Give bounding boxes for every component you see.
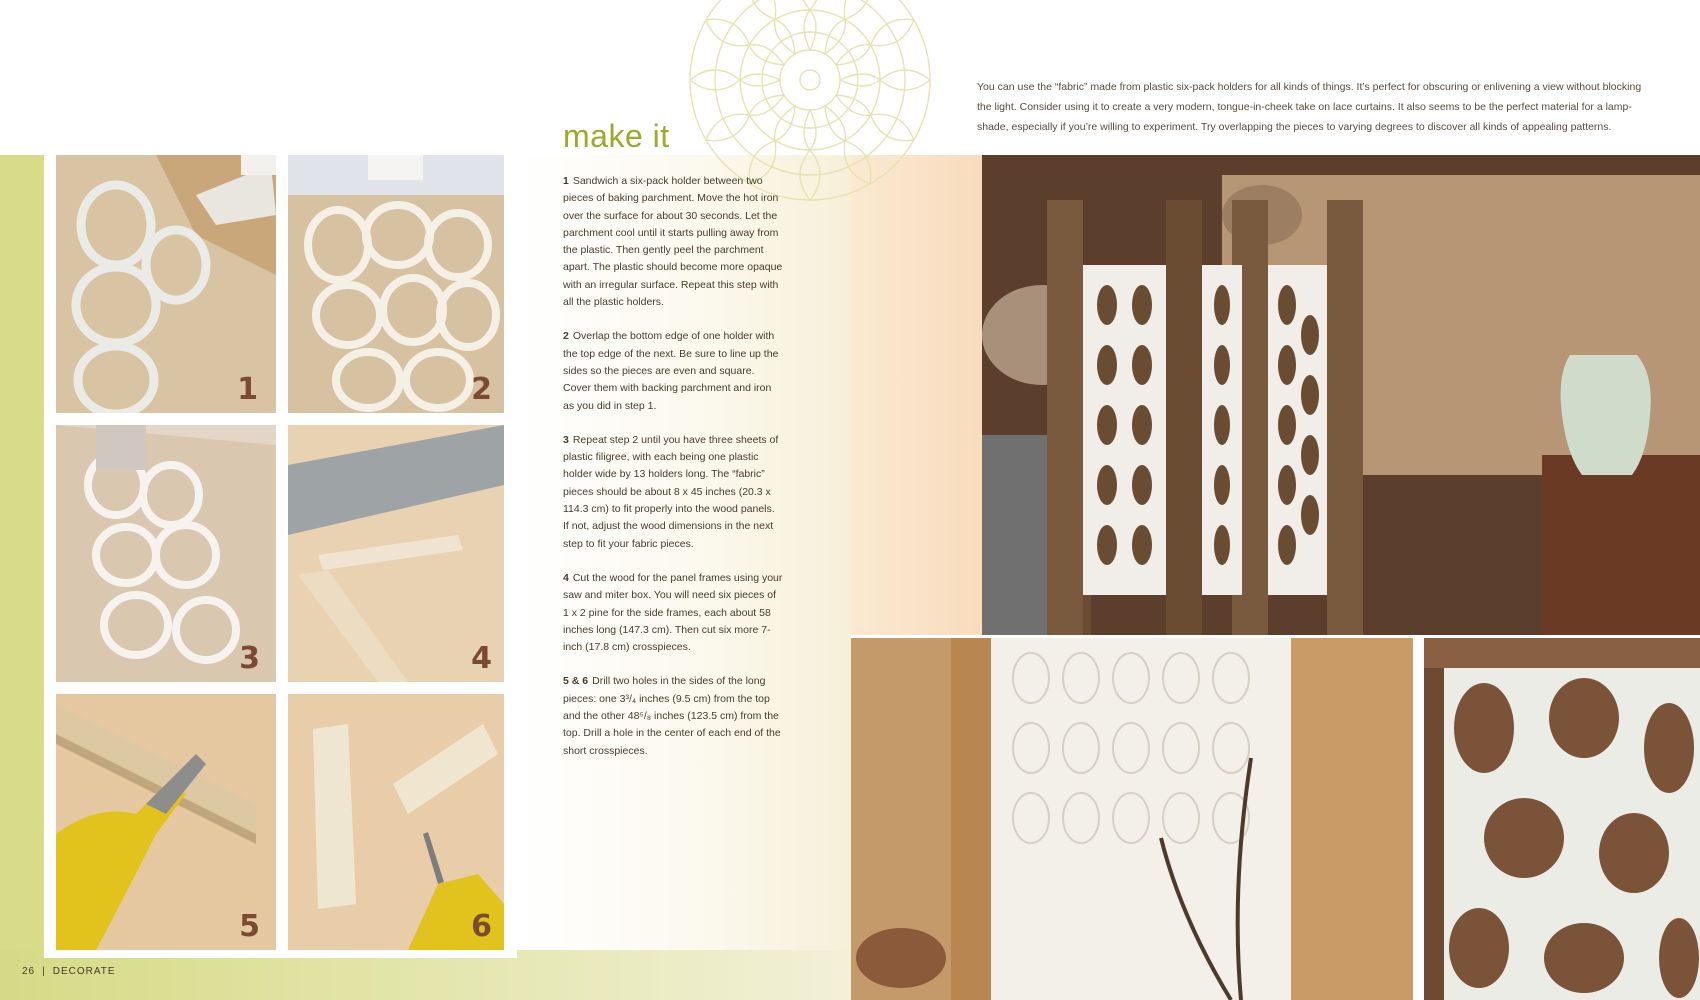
step-4: 4 Cut the wood for the panel frames using your saw and miter box. You will need six pieces of 1 x 2 pine for the side frames, each about 58 inches long (147.3 cm). Then cut six more 7-inch (17.8 cm) crosspieces.	[563, 571, 783, 654]
step-5-6: 5 & 6 Drill two holes in the sides of the long pieces: one 3³/₄ inches (9.5 cm) from the top and the other 48⁵/₈ inches (123.5 cm) from the top. Drill a hole in the center of each end of the short crosspieces.	[563, 675, 781, 757]
left-color-band	[0, 155, 44, 1000]
page-number: 26	[22, 966, 36, 977]
step-2: 2 Overlap the bottom edge of one holder with the top edge of the next. Be sure to line up the sides so the pieces are even and square. Cover them with backing parchment and iron as you did in step 1.	[563, 330, 779, 412]
step-photo-3	[56, 425, 276, 682]
step-photo-6	[288, 694, 504, 950]
step-photo-2	[288, 155, 504, 413]
step-photo-1	[56, 155, 276, 413]
screen-room-photo	[982, 155, 1700, 635]
window-curtain-photo	[851, 638, 1413, 1000]
step-3: 3 Repeat step 2 until you have three sheets of plastic filigree, with each being one plastic holder wide by 13 holders long. The “fabric” pieces should be about 8 x 45 inches (20.3 x 114.3 cm) to fit properly into the wood panels. If not, adjust the wood dimensions in the next step to fit your fabric pieces.	[563, 433, 779, 550]
page-footer	[22, 966, 116, 977]
instruction-steps	[563, 173, 783, 777]
photo-number: 4	[471, 641, 492, 676]
photo-number: 6	[471, 909, 492, 944]
footer-separator: |	[42, 966, 46, 977]
photo-number: 5	[239, 909, 260, 944]
step-photo-4	[288, 425, 504, 682]
photo-number: 2	[471, 372, 492, 407]
step-photo-5	[56, 694, 276, 950]
section-title: make it	[563, 118, 670, 154]
step-1: 1 Sandwich a six-pack holder between two pieces of baking parchment. Move the hot iron over the surface for about 30 seconds. Let the parchment cool until it starts pulling away from the plastic. Then gently peel the parchment apart. The plastic should become more opaque with an irregular surface. Repeat this step with all the plastic holders.	[563, 175, 783, 309]
photo-number: 3	[239, 641, 260, 676]
spine-gradient	[851, 155, 982, 635]
intro-paragraph: You can use the “fabric” made from plastic six-pack holders for all kinds of things. It’s perfect for obscuring or enlivening a view without blocking the light. Consider using it to create a very modern, tongue-in-cheek take on lace curtains. It also seems to be the perfect material for a lamp-shade, especially if you’re willing to experiment. Try overlapping the pieces to varying degrees to discover all kinds of appealing patterns.	[977, 81, 1642, 133]
section-name: DECORATE	[52, 966, 116, 977]
photo-number: 1	[237, 372, 258, 407]
filigree-closeup-photo	[1424, 638, 1700, 1000]
